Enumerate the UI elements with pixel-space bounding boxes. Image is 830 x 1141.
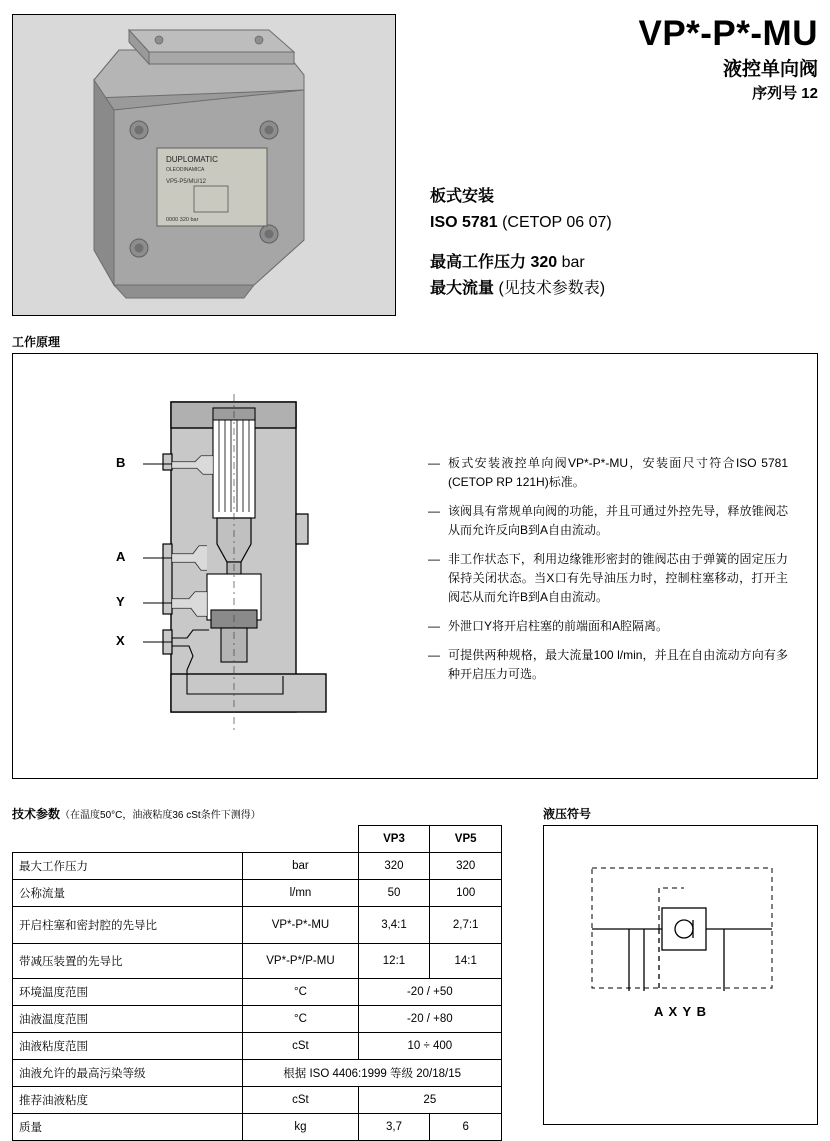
table-row	[13, 1033, 502, 1060]
spec-standard	[430, 210, 820, 236]
symbol-port-letters: A X Y B	[653, 1004, 707, 1019]
table-cell-name: 油液允许的最高污染等级	[13, 1060, 243, 1087]
dash-icon: —	[428, 552, 440, 566]
list-item	[428, 454, 788, 492]
page-title: VP*-P*-MU	[638, 14, 818, 53]
table-cell-vp5: 2,7:1	[430, 907, 502, 944]
table-cell-unit: VP*-P*-MU	[243, 907, 358, 944]
title-block	[422, 14, 818, 104]
table-cell-vp5: 6	[430, 1114, 502, 1141]
table-cell-value: 根据 ISO 4406:1999 等级 20/18/15	[243, 1060, 502, 1087]
table-cell-name: 最大工作压力	[13, 853, 243, 880]
tech-section-label	[12, 805, 261, 822]
valve-cross-section	[143, 394, 373, 734]
list-item-text: 该阀具有常规单向阀的功能，并且可通过外控先导，释放锥阀芯从而允许反向B到A自由流动。	[448, 504, 788, 537]
dash-icon: —	[428, 648, 440, 662]
svg-text:VP5-P5/MU/12: VP5-P5/MU/12	[166, 179, 207, 185]
table-cell-unit: cSt	[243, 1087, 358, 1114]
table-cell-unit: bar	[243, 853, 358, 880]
tech-table	[12, 825, 502, 1141]
table-cell-unit: VP*-P*/P-MU	[243, 944, 358, 979]
list-item-text: 非工作状态下，利用边缘锥形密封的锥阀芯由于弹簧的固定压力保持关闭状态。当X口有先导油压力时，控制柱塞移动，打开主阀芯从而允许B到A自由流动。	[448, 552, 788, 604]
dash-icon: —	[428, 619, 440, 633]
table-cell-name: 环境温度范围	[13, 979, 243, 1006]
port-label-x: X	[116, 633, 125, 648]
list-item-text: 外泄口Y将开启柱塞的前端面和A腔隔离。	[448, 619, 669, 633]
table-cell-name: 带减压装置的先导比	[13, 944, 243, 979]
header	[12, 14, 818, 314]
list-item	[428, 502, 788, 540]
hydraulic-symbol	[544, 826, 817, 1124]
port-label-y: Y	[116, 594, 125, 609]
table-row	[13, 1060, 502, 1087]
spec-standard-code: ISO 5781	[430, 214, 498, 231]
table-row	[13, 1114, 502, 1141]
table-header-vp3: VP3	[358, 826, 430, 853]
svg-text:0000 320 bar: 0000 320 bar	[166, 217, 199, 223]
table-cell-unit: °C	[243, 979, 358, 1006]
table-cell-vp5: 100	[430, 880, 502, 907]
table-row	[13, 880, 502, 907]
spec-block	[430, 184, 820, 302]
table-cell-unit: kg	[243, 1114, 358, 1141]
table-cell-empty	[13, 826, 243, 853]
list-item	[428, 550, 788, 607]
table-row	[13, 979, 502, 1006]
table-row	[13, 853, 502, 880]
dash-icon: —	[428, 456, 440, 470]
table-cell-vp3: 3,4:1	[358, 907, 430, 944]
table-cell-name: 公称流量	[13, 880, 243, 907]
table-cell-value: -20 / +80	[358, 1006, 501, 1033]
table-cell-empty	[243, 826, 358, 853]
product-photo	[12, 14, 396, 316]
table-cell-vp3: 3,7	[358, 1114, 430, 1141]
photo-brand-text: DUPLOMATIC	[166, 155, 218, 164]
spec-max-pressure	[430, 250, 820, 276]
hydraulic-symbol-svg	[544, 826, 817, 1124]
spec-max-pressure-value: 320	[530, 254, 558, 271]
table-row	[13, 907, 502, 944]
table-cell-value: 25	[358, 1087, 501, 1114]
spec-mounting: 板式安装	[430, 188, 495, 205]
table-cell-value: -20 / +50	[358, 979, 501, 1006]
symbol-section-label: 液压符号	[543, 807, 592, 821]
table-cell-name: 开启柱塞和密封腔的先导比	[13, 907, 243, 944]
table-cell-vp3: 320	[358, 853, 430, 880]
table-cell-unit: l/mn	[243, 880, 358, 907]
hydraulic-symbol-box	[543, 825, 818, 1125]
table-header-vp5: VP5	[430, 826, 502, 853]
table-cell-unit: cSt	[243, 1033, 358, 1060]
table-cell-vp5: 320	[430, 853, 502, 880]
table-cell-name: 油液温度范围	[13, 1006, 243, 1033]
spec-max-flow	[430, 276, 820, 302]
table-cell-unit: °C	[243, 1006, 358, 1033]
cross-section-diagram	[116, 394, 373, 734]
spec-max-pressure-unit: bar	[561, 254, 585, 271]
principle-bullet-list	[428, 454, 788, 694]
port-label-b: B	[116, 455, 126, 470]
table-cell-name: 油液粘度范围	[13, 1033, 243, 1060]
serial-number: 序列号 12	[752, 85, 818, 102]
table-cell-name: 质量	[13, 1114, 243, 1141]
table-cell-name: 推荐油液粘度	[13, 1087, 243, 1114]
spec-max-flow-value: (见技术参数表)	[498, 280, 606, 297]
principle-section-label: 工作原理	[12, 335, 61, 349]
spec-max-pressure-label: 最高工作压力	[430, 254, 527, 271]
table-row	[13, 1006, 502, 1033]
valve-illustration	[54, 20, 354, 310]
list-item	[428, 646, 788, 684]
spec-standard-note: (CETOP 06 07)	[502, 214, 612, 231]
list-item	[428, 617, 788, 636]
table-row	[13, 1087, 502, 1114]
table-cell-value: 10 ÷ 400	[358, 1033, 501, 1060]
page-subtitle: 液控单向阀	[722, 59, 818, 80]
table-cell-vp3: 50	[358, 880, 430, 907]
port-label-a: A	[116, 549, 126, 564]
principle-box	[12, 353, 818, 779]
svg-text:OLEODINAMICA: OLEODINAMICA	[166, 167, 205, 173]
list-item-text: 板式安装液控单向阀VP*-P*-MU，安装面尺寸符合ISO 5781 (CETOP RP 121H)标准。	[448, 456, 788, 489]
list-item-text: 可提供两种规格，最大流量100 l/min，并且在自由流动方向有多种开启压力可选。	[448, 648, 788, 681]
table-cell-vp5: 14:1	[430, 944, 502, 979]
tech-section-title: 技术参数	[12, 807, 61, 821]
table-cell-vp3: 12:1	[358, 944, 430, 979]
table-row	[13, 826, 502, 853]
tech-section-note: （在温度50°C，油液粘度36 cSt条件下测得）	[60, 810, 261, 821]
spec-max-flow-label: 最大流量	[430, 280, 495, 297]
table-row	[13, 944, 502, 979]
dash-icon: —	[428, 504, 440, 518]
